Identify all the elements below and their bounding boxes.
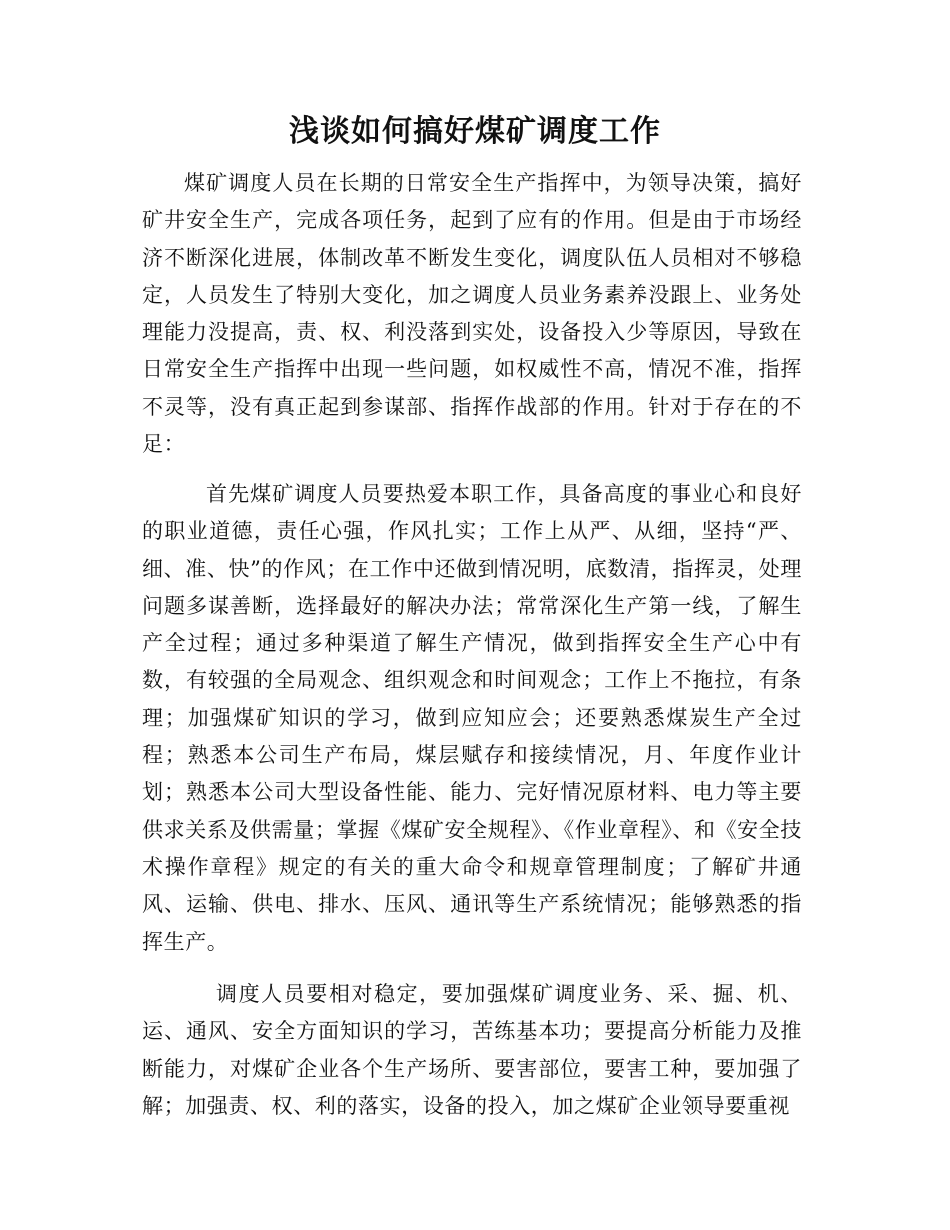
paragraph-first-requirement: 首先煤矿调度人员要热爱本职工作，具备高度的事业心和良好的职业道德，责任心强，作风扎实；工作上从严、从细，坚持“严、细、准、快”的作风；在工作中还做到情况明，底数清，指挥灵，处理问题多谋善断，选择最好的解决办法；常常深化生产第一线，了解生产全过程；通过多种渠道了解生产情况，做到指挥安全生产心中有数，有较强的全局观念、组织观念和时间观念；工作上不拖拉，有条理；加强煤矿知识的学习，做到应知应会；还要熟悉煤炭生产全过程；熟悉本公司生产布局，煤层赋存和接续情况，月、年度作业计划；熟悉本公司大型设备性能、能力、完好情况原材料、电力等主要供求关系及供需量；掌握《煤矿安全规程》、《作业章程》、和《安全技术操作章程》规定的有关的重大命令和规章管理制度；了解矿井通风、运输、供电、排水、压风、通讯等生产系统情况；能够熟悉的指挥生产。 — [142, 482, 802, 954]
paragraph-intro: 煤矿调度人员在长期的日常安全生产指挥中，为领导决策，搞好矿井安全生产，完成各项任务，起到了应有的作用。但是由于市场经济不断深化进展，体制改革不断发生变化，调度队伍人员相对不够稳定，人员发生了特别大变化，加之调度人员业务素养没跟上、业务处理能力没提高，责、权、利没落到实处，设备投入少等原因，导致在日常安全生产指挥中出现一些问题，如权威性不高，情况不准，指挥不灵等，没有真正起到参谋部、指挥作战部的作用。针对于存在的不足： — [142, 171, 802, 457]
document-title: 浅谈如何搞好煤矿调度工作 — [289, 114, 661, 149]
paragraph-stability: 调度人员要相对稳定，要加强煤矿调度业务、采、掘、机、运、通风、安全方面知识的学习，苦练基本功；要提高分析能力及推断能力，对煤矿企业各个生产场所、要害部位，要害工种，要加强了解；加强责、权、利的落实，设备的投入，加之煤矿企业领导要重视 — [142, 982, 802, 1118]
